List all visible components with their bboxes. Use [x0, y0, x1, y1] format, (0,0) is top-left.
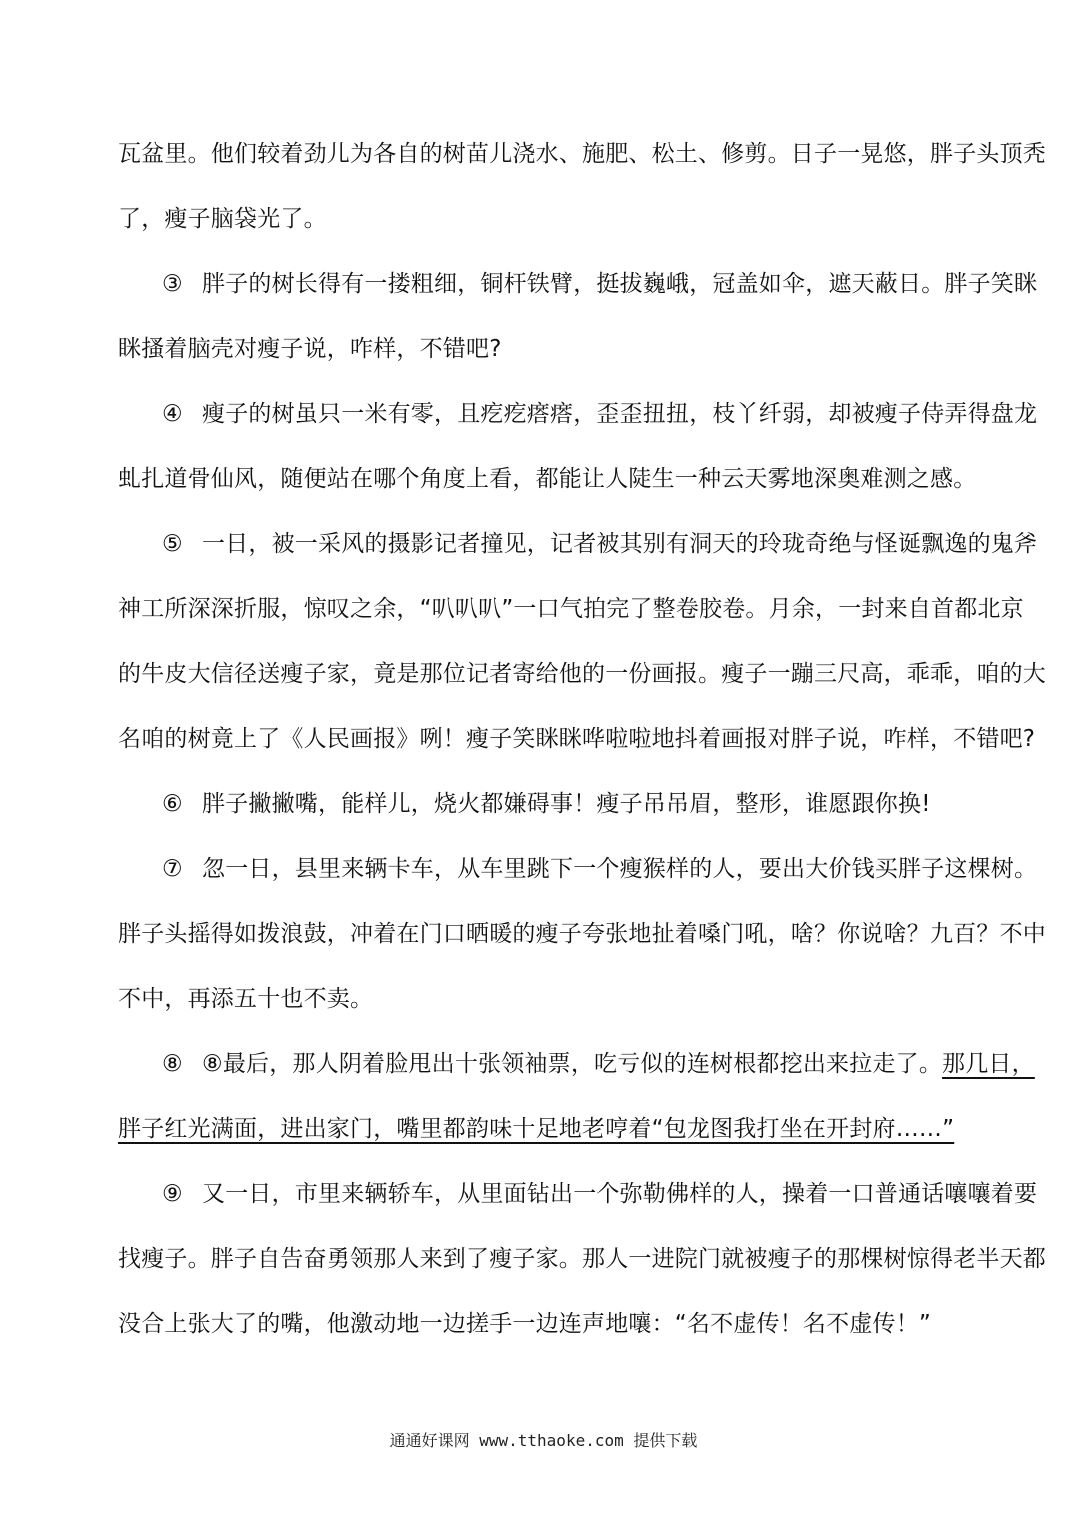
paragraph-text: 又一日，市里来辆轿车，从里面钻出一个弥勒佛样的人，操着一口普通话嚷嚷着要	[202, 1181, 1038, 1207]
text-line: 瓦盆里。他们较着劲儿为各自的树苗儿浇水、施肥、松土、修剪。日子一晃悠，胖子头顶秃	[118, 141, 1046, 167]
paragraph-9-first-line	[162, 1179, 1052, 1209]
paragraph-text: 一日，被一采风的摄影记者撞见，记者被其别有洞天的玲珑奇绝与怪诞飘逸的鬼斧	[202, 531, 1038, 557]
paragraph-5-first-line	[162, 529, 1052, 559]
paragraph-number: ④	[162, 401, 183, 427]
paragraph-text: 胖子的树长得有一搂粗细，铜杆铁臂，挺拔巍峨，冠盖如伞，遮天蔽日。胖子笑眯	[202, 271, 1038, 297]
paragraph-text: ⑧最后，那人阴着脸甩出十张领袖票，吃亏似的连树根都挖出来拉走了。	[202, 1051, 943, 1077]
paragraph-number: ⑧	[162, 1051, 183, 1077]
text-line: 了，瘦子脑袋光了。	[118, 206, 327, 232]
text-line: 找瘦子。胖子自告奋勇领那人来到了瘦子家。那人一进院门就被瘦子的那棵树惊得老半天都	[118, 1246, 1046, 1272]
paragraph-7-first-line	[162, 854, 1052, 884]
paragraph-number: ⑤	[162, 531, 183, 557]
text-line: 没合上张大了的嘴，他激动地一边搓手一边连声地嚷：“名不虚传！名不虚传！”	[118, 1311, 932, 1337]
underlined-text-line: 胖子红光满面，进出家门，嘴里都韵味十足地老哼着“包龙图我打坐在开封府……”	[118, 1116, 955, 1142]
text-line: 虬扎道骨仙风，随便站在哪个角度上看，都能让人陡生一种云天雾地深奥难测之感。	[118, 466, 977, 492]
text-line: 神工所深深折服，惊叹之余，“叭叭叭”一口气拍完了整卷胶卷。月余，一封来自首都北京	[118, 596, 1024, 622]
paragraph-text: 瘦子的树虽只一米有零，且疙疙瘩瘩，歪歪扭扭，枝丫纤弱，却被瘦子侍弄得盘龙	[202, 401, 1038, 427]
paragraph-number: ③	[162, 271, 183, 297]
text-line: 名咱的树竟上了《人民画报》咧！瘦子笑眯眯哗啦啦地抖着画报对胖子说，咋样，不错吧?	[118, 726, 1036, 752]
text-line: 的牛皮大信径送瘦子家，竟是那位记者寄给他的一份画报。瘦子一蹦三尺高，乖乖，咱的大	[118, 661, 1046, 687]
paragraph-6-first-line	[162, 789, 1052, 819]
text-line: 眯搔着脑壳对瘦子说，咋样，不错吧?	[118, 336, 502, 362]
paragraph-8-first-line	[162, 1049, 1052, 1079]
text-line: 不中，再添五十也不卖。	[118, 986, 374, 1012]
underlined-text: 那几日，	[942, 1051, 1035, 1077]
text-line: 胖子头摇得如拨浪鼓，冲着在门口晒暖的瘦子夸张地扯着嗓门吼，啥？你说啥？九百？不中	[118, 921, 1046, 947]
paragraph-text: 忽一日，县里来辆卡车，从车里跳下一个瘦猴样的人，要出大价钱买胖子这棵树。	[202, 856, 1038, 882]
paragraph-number: ⑥	[162, 791, 183, 817]
paragraph-4-first-line	[162, 399, 1052, 429]
paragraph-3-first-line	[162, 269, 1052, 299]
page-footer: 通通好课网 www.tthaoke.com 提供下载	[389, 1431, 698, 1450]
paragraph-number: ⑦	[162, 856, 183, 882]
paragraph-text: 胖子撇撇嘴，能样儿，烧火都嫌碍事！瘦子吊吊眉，整形，谁愿跟你换!	[202, 791, 931, 817]
paragraph-number: ⑨	[162, 1181, 183, 1207]
